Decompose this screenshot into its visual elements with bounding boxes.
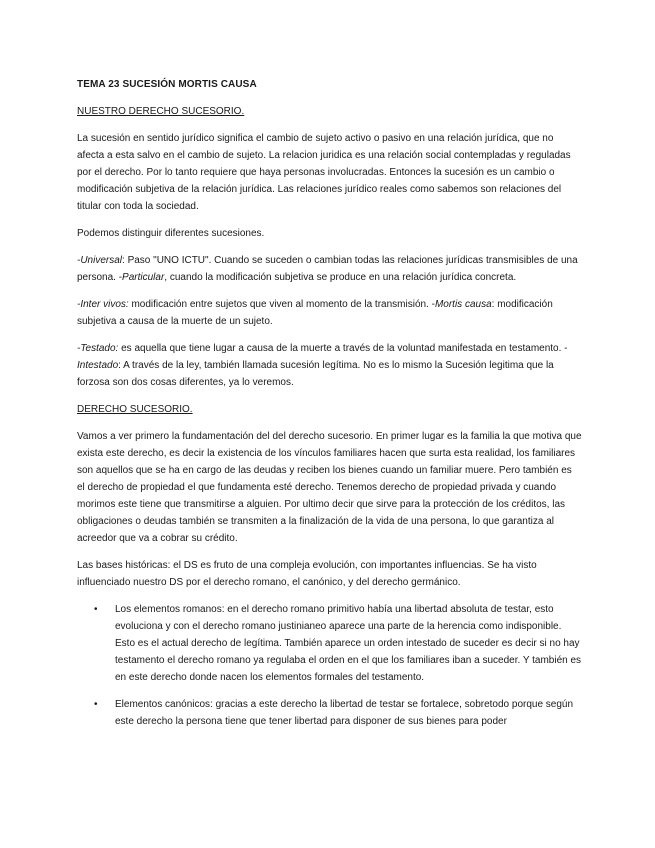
term-inter-vivos: -Inter vivos: — [77, 299, 129, 310]
list-item — [77, 601, 582, 686]
text-intestado: : A través de la ley, también llamada sucesión legítima. No es lo mismo la Sucesión legitima que la forzosa son dos cosas diferentes, ya lo veremos. — [77, 360, 554, 388]
list-item-text: Los elementos romanos: en el derecho romano primitivo había una libertad absoluta de testar, esto evoluciona y con el derecho romano justinianeo aparece una parte de la herencia como indisponible. Esto es el actual derecho de legítima. También aparece un orden intestado de suceder es decir si no hay testamento el derecho romano ya regulaba el orden en el que los familiares iban a suceder. Y también es en este derecho donde nacen los elementos formales del testamento. — [115, 604, 582, 683]
text-mortis-causa: : modificación subjetiva a causa de la muerte de un sujeto. — [77, 299, 553, 327]
document-title: TEMA 23 SUCESIÓN MORTIS CAUSA — [77, 79, 257, 90]
term-intestado: Intestado — [77, 360, 119, 371]
term-universal: -Universal — [77, 255, 123, 266]
bullet-list-elementos — [77, 601, 582, 730]
bullet-icon: • — [94, 699, 98, 710]
paragraph-intervivos-mortiscausa — [77, 296, 582, 330]
term-testado: -Testado: — [77, 343, 119, 354]
paragraph-distinguir: Podemos distinguir diferentes sucesiones. — [77, 228, 265, 239]
text-inter-vivos: modificación entre sujetos que viven al momento de la transmisión. - — [128, 299, 435, 310]
list-item — [77, 696, 582, 730]
text-testado: es aquella que tiene lugar a causa de la muerte a través de la voluntad manifestada en testamento. - — [118, 343, 568, 354]
text-particular: , cuando la modificación subjetiva se produce en una relación jurídica concreta. — [164, 272, 517, 283]
bullet-icon: • — [94, 604, 98, 615]
text-universal: : Paso "UNO ICTU". Cuando se suceden o cambian todas las relaciones jurídicas transmisibles de una persona. - — [77, 255, 578, 283]
list-item-text: Elementos canónicos: gracias a este derecho la libertad de testar se fortalece, sobretodo porque según este derecho la persona tiene que tener libertad para disponer de sus bienes para poder — [115, 699, 574, 727]
paragraph-sucesion-definition: La sucesión en sentido jurídico significa el cambio de sujeto activo o pasivo en una relación jurídica, que no afecta a esta salvo en el cambio de sujeto. La relacion juridica es una relación social contempladas y reguladas por el derecho. Por lo tanto requiere que haya personas involucradas. Entonces la sucesión es un cambio o modificación subjetiva de la relación jurídica. Las relaciones jurídico reales como sabemos son relaciones del titular con toda la sociedad. — [77, 133, 571, 212]
paragraph-universal-particular — [77, 252, 582, 286]
section-heading-derecho-sucesorio: DERECHO SUCESORIO. — [77, 404, 193, 415]
paragraph-bases-historicas: Las bases históricas: el DS es fruto de una compleja evolución, con importantes influencias. Se ha visto influenciado nuestro DS por el derecho romano, el canónico, y del derecho germánico. — [77, 560, 537, 588]
paragraph-testado-intestado — [77, 340, 582, 391]
document-page — [77, 76, 582, 740]
section-heading-nuestro-derecho: NUESTRO DERECHO SUCESORIO. — [77, 106, 245, 117]
term-mortis-causa: Mortis causa — [434, 299, 492, 310]
term-particular: Particular — [122, 272, 165, 283]
paragraph-fundamentacion: Vamos a ver primero la fundamentación del del derecho sucesorio. En primer lugar es la familia la que motiva que exista este derecho, es decir la existencia de los vínculos familiares hacen que surta esta realidad, los familiares son aquellos que se ha en cargo de las deudas y reciben los bienes cuando un familiar muere. Pero también es el derecho de propiedad el que fundamenta esté derecho. Tenemos derecho de propiedad privada y cuando morimos este tiene que transmitirse a alguien. Por ultimo decir que sirve para la protección de los créditos, las obligaciones o deudas también se transmiten a la finalización de la vida de una persona, lo que garantiza al acreedor que va a cobrar su crédito. — [77, 431, 582, 544]
